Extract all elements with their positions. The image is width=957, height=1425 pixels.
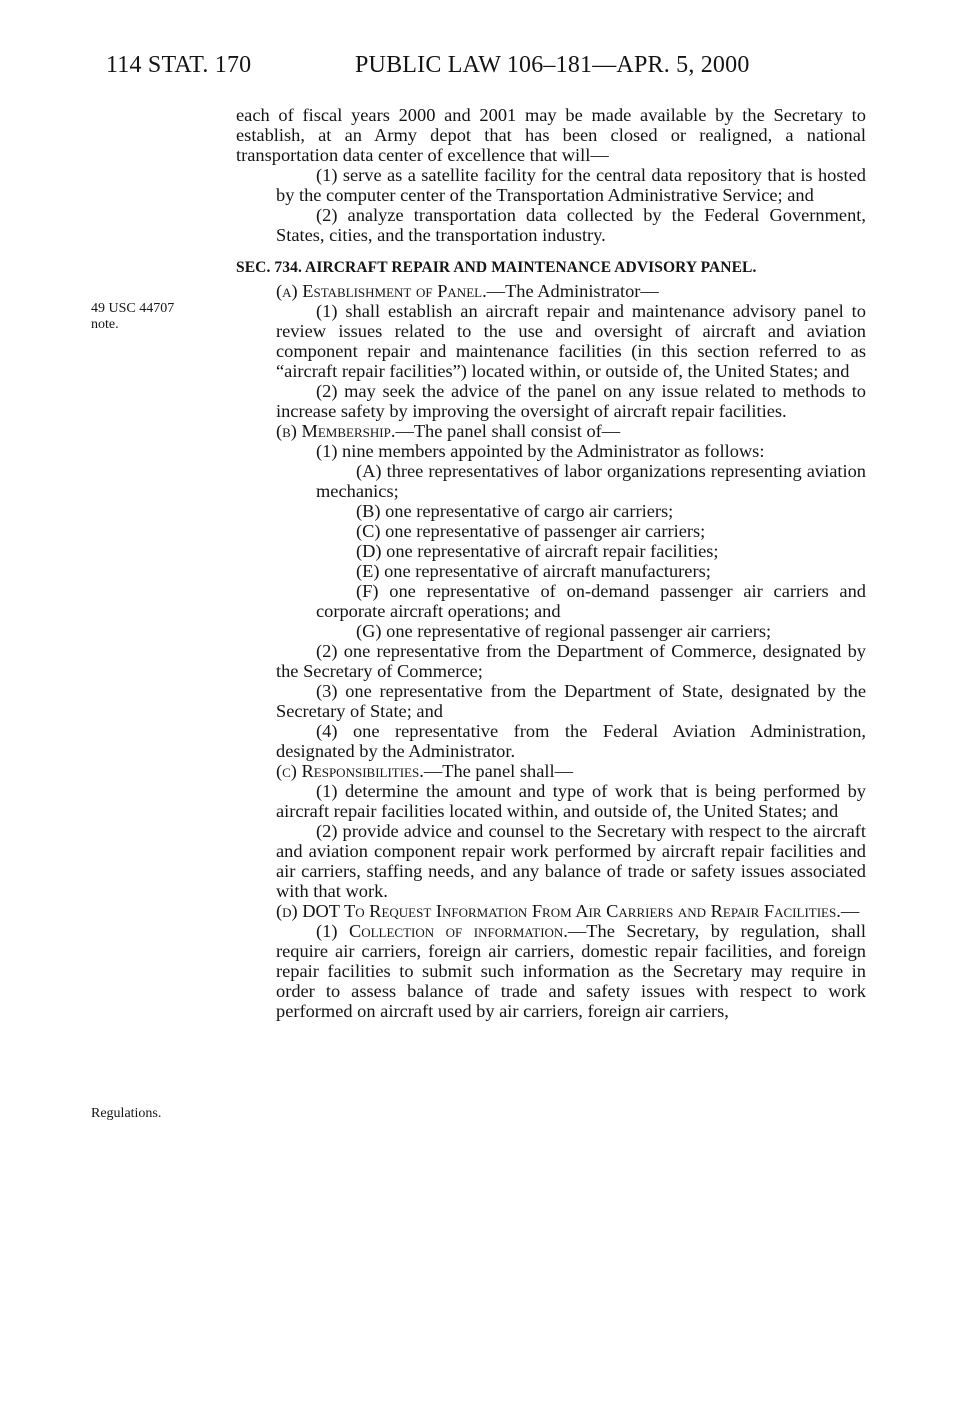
subsection-d-item-1 <box>236 921 866 1021</box>
subsection-c-item-1: (1) determine the amount and type of work that is being performed by aircraft repair facilities located within, and outside of, the United States; and <box>276 781 866 821</box>
subsection-c-heading: (c) Responsibilities. <box>276 761 424 781</box>
page-header-law: PUBLIC LAW 106–181—APR. 5, 2000 <box>355 52 750 78</box>
margin-note-regulations: Regulations. <box>91 1106 162 1121</box>
intro-item-2: (2) analyze transportation data collected by the Federal Government, States, cities, and the transportation industry. <box>276 205 866 245</box>
document-body <box>236 105 866 1021</box>
subsection-c-text: —The panel shall— <box>423 761 573 781</box>
subsection-d-item-1-text: —The Secretary, by regulation, shall require air carriers, foreign air carriers, domestic repair facilities, and foreign repair facilities to submit such information as the Secretary may require in order to assess balance of trade and safety issues with respect to work performed on aircraft used by air carriers, foreign air carriers, <box>276 921 866 1021</box>
subsection-a <box>236 281 866 301</box>
subsection-a-text: —The Administrator— <box>486 281 659 301</box>
intro-paragraph: each of fiscal years 2000 and 2001 may be made available by the Secretary to establish, at an Army depot that has been closed or realigned, a national transportation data center of excellence that will— <box>236 105 866 165</box>
subsection-d-heading: (d) DOT To Request Information From Air Carriers and Repair Facilities.— <box>276 901 860 921</box>
subsection-c-item-2: (2) provide advice and counsel to the Secretary with respect to the aircraft and aviation component repair work performed by aircraft repair facilities and air carriers, staffing needs, and any balance of trade or safety issues associated with that work. <box>276 821 866 901</box>
section-heading: SEC. 734. AIRCRAFT REPAIR AND MAINTENANCE ADVISORY PANEL. <box>236 259 757 276</box>
subsection-b-text: —The panel shall consist of— <box>395 421 621 441</box>
margin-note-usc-note: note. <box>91 317 119 332</box>
subsection-b-item-1D: (D) one representative of aircraft repair facilities; <box>356 541 719 561</box>
subsection-b-item-3: (3) one representative from the Department of State, designated by the Secretary of State; and <box>276 681 866 721</box>
margin-note-usc-citation: 49 USC 44707 <box>91 301 175 316</box>
subsection-b-item-1C: (C) one representative of passenger air carriers; <box>356 521 706 541</box>
subsection-b-item-2: (2) one representative from the Department of Commerce, designated by the Secretary of Commerce; <box>276 641 866 681</box>
margin-note-usc <box>91 301 211 333</box>
subsection-b-item-1F: (F) one representative of on-demand passenger air carriers and corporate aircraft operations; and <box>316 581 866 621</box>
subsection-a-heading: (a) Establishment of Panel. <box>276 281 487 301</box>
subsection-b-item-1E: (E) one representative of aircraft manufacturers; <box>356 561 711 581</box>
subsection-d-item-1-heading: (1) Collection of information. <box>316 921 568 941</box>
subsection-b-item-1: (1) nine members appointed by the Administrator as follows: <box>316 441 765 461</box>
subsection-b-item-1B: (B) one representative of cargo air carriers; <box>356 501 674 521</box>
subsection-b-item-1A: (A) three representatives of labor organizations representing aviation mechanics; <box>316 461 866 501</box>
intro-item-1: (1) serve as a satellite facility for the central data repository that is hosted by the computer center of the Transportation Administrative Service; and <box>276 165 866 205</box>
page-header-stat: 114 STAT. 170 <box>106 52 252 78</box>
subsection-a-item-2: (2) may seek the advice of the panel on any issue related to methods to increase safety by improving the oversight of aircraft repair facilities. <box>276 381 866 421</box>
subsection-a-item-1: (1) shall establish an aircraft repair and maintenance advisory panel to review issues related to the use and oversight of aircraft and aviation component repair and maintenance facilities (in this section referred to as “aircraft repair facilities”) located within, or outside of, the United States; and <box>276 301 866 381</box>
subsection-b-item-1G: (G) one representative of regional passenger air carriers; <box>356 621 772 641</box>
subsection-c <box>236 761 866 781</box>
subsection-b <box>236 421 866 441</box>
subsection-b-item-4: (4) one representative from the Federal Aviation Administration, designated by the Administrator. <box>276 721 866 761</box>
subsection-b-heading: (b) Membership. <box>276 421 396 441</box>
